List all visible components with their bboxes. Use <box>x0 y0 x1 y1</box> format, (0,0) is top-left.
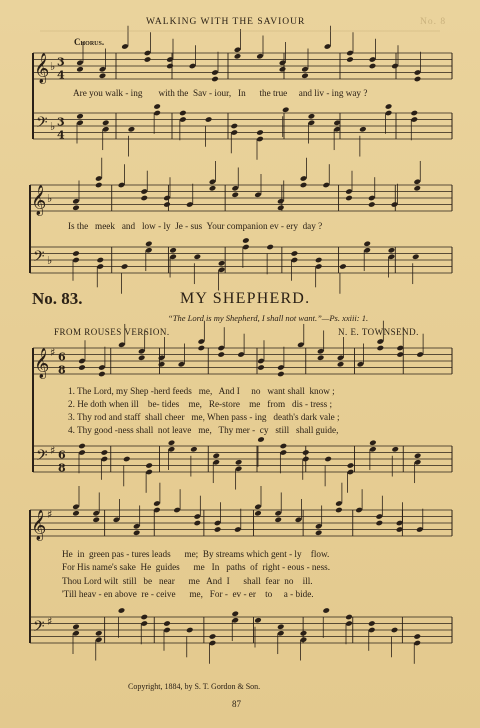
hymn-treble-2-notehead <box>335 507 343 514</box>
hymn-treble-2-notehead <box>72 510 80 517</box>
hymn-bass-1-notehead <box>78 443 86 450</box>
chorus-bass-2-notehead <box>218 260 226 267</box>
hymn-bass-1-notehead <box>414 452 422 459</box>
hymn-title: MY SHEPHERD. <box>180 290 311 307</box>
syllable: and liv <box>298 88 325 98</box>
chorus-bass-2-notehead <box>339 263 347 270</box>
chorus-treble-1-notehead <box>211 76 219 83</box>
hymn-bass-1-notehead <box>123 456 131 463</box>
verse-line: For His name's sake He guides me In paths of right - eous - ness. <box>62 562 331 573</box>
chorus-bass-1-notehead <box>282 106 290 113</box>
verse-line: 'Till heav - en above re - ceive me, For - ev - er to a - bide. <box>62 588 314 599</box>
running-title: WALKING WITH THE SAVIOUR <box>146 17 306 27</box>
chorus-treble-2-notehead <box>277 204 285 211</box>
chorus-bass-2-notehead <box>121 263 129 270</box>
verse-line: 2. He doth when ill be- tides me, Re-store me from dis - tress ; <box>68 399 333 409</box>
verse-line: He in green pas - tures leads me; By streams which gent - ly flow. <box>62 549 330 559</box>
chorus-treble-1-notehead <box>166 63 174 70</box>
hymn-bass-1-notehead <box>168 439 176 446</box>
chorus-treble-2-notehead <box>95 182 103 189</box>
syllable: ing <box>331 88 344 98</box>
page-number: 87 <box>232 699 241 709</box>
syllable: Sav <box>192 88 207 98</box>
hymn-bass-2-notehead <box>277 623 285 630</box>
chorus-treble-2-notehead <box>368 201 376 208</box>
hymn-bass-1-notehead <box>347 462 355 469</box>
verses-system-2 <box>62 548 330 601</box>
syllable: In <box>238 88 246 98</box>
chorus-treble-1-notehead <box>301 72 309 79</box>
chorus-treble-2-notehead <box>231 191 239 198</box>
chorus-treble-2-notehead <box>345 195 353 202</box>
hymn-number: No. 83. <box>32 289 83 308</box>
bass-clef: 𝄢 <box>33 247 45 269</box>
flat-sign: ♭ <box>47 253 53 267</box>
chorus-bass-2-notehead <box>291 250 299 257</box>
syllable: the true <box>259 88 288 98</box>
hymn-treble-2-notehead <box>194 520 202 527</box>
syllable: ly <box>163 221 171 231</box>
syllable: ev <box>269 221 279 231</box>
chorus-bass-2-notehead <box>169 247 177 254</box>
hymn-bass-2-notehead <box>163 620 171 627</box>
hymn-treble-1-notehead <box>78 364 86 371</box>
hymn-bass-2-notehead <box>413 633 421 640</box>
hymn-treble-1-notehead <box>138 354 146 361</box>
sharp-sign: ♯ <box>50 345 56 359</box>
syllable: - <box>326 88 330 98</box>
chorus-treble-2-notehead <box>209 185 217 192</box>
hymn-bass-2-notehead <box>186 627 194 634</box>
hymn-bass-2-notehead <box>118 607 126 614</box>
syllable: and <box>121 221 136 231</box>
time-signature: 8 <box>58 461 66 475</box>
hymn-bass-2-notehead <box>391 627 399 634</box>
hymn-bass-2-notehead <box>254 617 262 624</box>
chorus-treble-1-notehead <box>234 53 242 60</box>
chorus-bass-2-notehead <box>412 253 420 260</box>
chorus-treble-1-notehead <box>414 76 422 83</box>
syllable: Are you walk <box>73 88 124 98</box>
hymn-treble-2-notehead <box>214 526 222 533</box>
chorus-label: Chorus. <box>74 37 105 47</box>
hymn-treble-2-notehead <box>274 516 282 523</box>
time-signature: 3 <box>57 115 65 129</box>
sharp-sign: ♯ <box>47 614 53 628</box>
time-signature: 4 <box>57 68 65 82</box>
hymn-treble-2-notehead <box>376 520 384 527</box>
bass-clef: 𝄢 <box>36 446 48 468</box>
time-signature: 4 <box>57 128 65 142</box>
syllable: ery <box>286 221 298 231</box>
hymn-treble-1-notehead <box>217 351 225 358</box>
hymn-treble-1-notehead <box>158 361 166 368</box>
chorus-treble-2-notehead <box>300 182 308 189</box>
flat-sign: ♭ <box>47 191 53 205</box>
chorus-lyrics-line-2 <box>68 221 458 231</box>
hymn-treble-1-notehead <box>98 371 106 378</box>
hymn-treble-1-notehead <box>198 345 206 352</box>
flat-sign: ♭ <box>50 59 56 73</box>
hymn-treble-1-notehead <box>317 354 325 361</box>
hymn-bass-1-notehead <box>212 452 220 459</box>
chorus-bass-2-notehead <box>145 240 153 247</box>
chorus-bass-2-notehead <box>72 250 80 257</box>
hymn-bass-1-notehead <box>302 449 310 456</box>
chorus-treble-2-notehead <box>140 195 148 202</box>
hymn-bass-2-notehead <box>300 630 308 637</box>
hymn-treble-1-notehead <box>277 371 285 378</box>
chorus-bass-2-notehead <box>242 237 250 244</box>
hymn-treble-2-notehead <box>315 529 323 536</box>
sharp-sign: ♯ <box>47 507 53 521</box>
hymn-treble-2-notehead <box>92 516 100 523</box>
hymn-treble-1-notehead <box>337 361 345 368</box>
bass-clef: 𝄢 <box>33 617 45 639</box>
syllable: Your companion <box>206 221 268 231</box>
chorus-bass-2-notehead <box>266 244 274 251</box>
flat-sign: ♭ <box>50 119 56 133</box>
chorus-bass-1-notehead <box>153 103 161 110</box>
treble-clef: 𝄞 <box>31 510 47 541</box>
hymn-bass-2-notehead <box>95 630 103 637</box>
bass-clef: 𝄢 <box>36 113 48 135</box>
syllable: - <box>185 221 189 231</box>
chorus-bass-1-notehead <box>205 116 213 123</box>
chorus-treble-1-notehead <box>369 63 377 70</box>
chorus-treble-1-notehead <box>144 56 152 63</box>
verse-line: 1. The Lord, my Shep -herd feeds me, And I no want shall know ; <box>68 386 335 396</box>
chorus-bass-1-notehead <box>102 119 110 126</box>
hymn-bass-1-notehead <box>257 436 265 443</box>
chorus-bass-2-notehead <box>194 253 202 260</box>
chorus-treble-2-notehead <box>163 201 171 208</box>
hymn-treble-1-notehead <box>377 345 385 352</box>
verse-line: 4. Thy good -ness shall not leave me, Thy mer - cy still shall guide, <box>68 425 339 435</box>
hymn-bass-1-notehead <box>324 456 332 463</box>
syllable: - <box>280 221 284 231</box>
syllable: way ? <box>345 88 368 98</box>
hymn-bass-1-notehead <box>391 446 399 453</box>
hymn-bass-1-notehead <box>101 449 109 456</box>
treble-clef: 𝄞 <box>31 185 47 216</box>
treble-clef: 𝄞 <box>34 348 50 379</box>
source-credit: FROM ROUSES VERSION. <box>54 327 170 337</box>
syllable: - <box>158 221 162 231</box>
syllable: day ? <box>302 221 323 231</box>
chorus-bass-1-notehead <box>256 129 264 136</box>
chorus-treble-1-notehead <box>279 66 287 73</box>
chorus-bass-2-notehead <box>96 257 104 264</box>
hymn-bass-1-notehead <box>280 443 288 450</box>
syllable: Je <box>175 221 183 231</box>
syllable: iour, <box>214 88 232 98</box>
chorus-bass-2-notehead <box>388 247 396 254</box>
verse-line: 3. Thy rod and staff shall cheer me, When pass - ing death's dark vale ; <box>68 412 340 422</box>
copyright-notice: Copyright, 1884, by S. T. Gordon & Son. <box>128 682 261 691</box>
chorus-bass-1-notehead <box>359 126 367 133</box>
verses-system-1 <box>68 385 340 437</box>
chorus-lyrics-line-1 <box>73 88 453 98</box>
chorus-bass-1-notehead <box>230 123 238 130</box>
chorus-treble-1-notehead <box>346 56 354 63</box>
hymn-bass-2-notehead <box>209 633 217 640</box>
hymn-treble-2-notehead <box>133 529 141 536</box>
time-signature: 6 <box>58 350 66 364</box>
hymn-bass-1-notehead <box>190 446 198 453</box>
hymn-bass-2-notehead <box>368 620 376 627</box>
hymn-treble-1-notehead <box>257 364 265 371</box>
syllable: low <box>142 221 156 231</box>
chorus-treble-2-notehead <box>413 185 421 192</box>
corner-page-mark: No. 8 <box>420 17 447 27</box>
syllable: ing <box>130 88 143 98</box>
chorus-bass-1-notehead <box>410 110 418 117</box>
hymn-bass-1-notehead <box>145 462 153 469</box>
chorus-bass-2-notehead <box>363 240 371 247</box>
hymn-treble-2-notehead <box>254 510 262 517</box>
composer-credit: N. E. TOWNSEND. <box>338 327 419 337</box>
syllable: - <box>125 88 129 98</box>
verse-line: Thou Lord wilt still be near me And I shall fear no ill. <box>62 575 313 586</box>
chorus-bass-1-notehead <box>385 103 393 110</box>
syllable: Is the <box>68 221 89 231</box>
chorus-treble-1-notehead <box>99 72 107 79</box>
syllable: meek <box>95 221 115 231</box>
syllable: sus <box>190 221 203 231</box>
chorus-bass-2-notehead <box>315 257 323 264</box>
hymn-bass-1-notehead <box>235 459 243 466</box>
hymn-bass-2-notehead <box>72 623 80 630</box>
chorus-treble-2-notehead <box>72 204 80 211</box>
hymn-bass-2-notehead <box>231 610 239 617</box>
chorus-treble-1-notehead <box>76 66 84 73</box>
treble-clef: 𝄞 <box>34 53 50 84</box>
time-signature: 6 <box>58 448 66 462</box>
time-signature: 8 <box>58 363 66 377</box>
sharp-sign: ♯ <box>50 443 56 457</box>
epigraph: “The Lord is my Shepherd, I shall not want.”—Ps. xxiii: 1. <box>168 313 369 323</box>
syllable: with the <box>158 88 189 98</box>
hymn-bass-2-notehead <box>322 607 330 614</box>
time-signature: 3 <box>57 55 65 69</box>
chorus-bass-1-notehead <box>308 113 316 120</box>
syllable: - <box>209 88 213 98</box>
chorus-bass-1-notehead <box>76 113 84 120</box>
chorus-bass-1-notehead <box>179 110 187 117</box>
chorus-bass-1-notehead <box>128 126 136 133</box>
hymn-bass-2-notehead <box>140 614 148 621</box>
hymn-bass-2-notehead <box>345 614 353 621</box>
hymn-bass-1-notehead <box>369 439 377 446</box>
